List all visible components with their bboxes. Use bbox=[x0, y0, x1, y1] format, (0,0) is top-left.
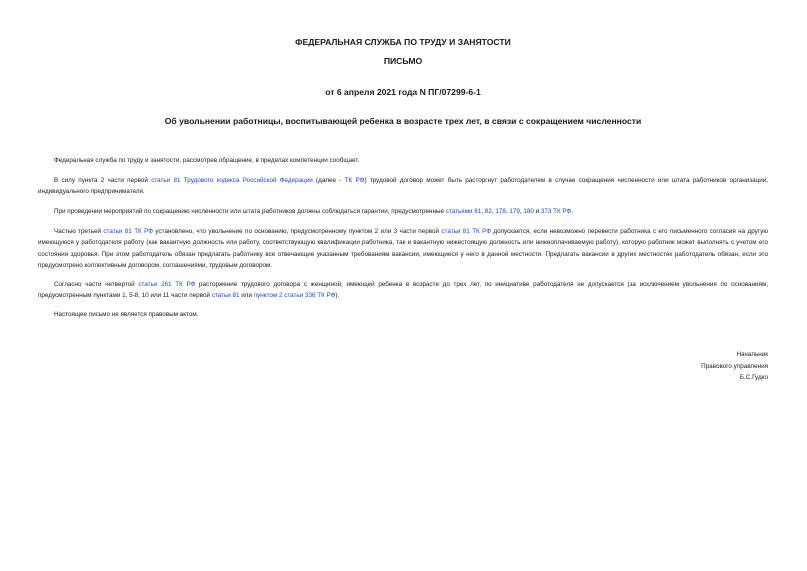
paragraph-6 bbox=[38, 309, 768, 320]
agency-title: ФЕДЕРАЛЬНАЯ СЛУЖБА ПО ТРУДУ И ЗАНЯТОСТИ bbox=[295, 37, 511, 47]
document-subject: Об увольнении работницы, воспитывающей ребенка в возрасте трех лет, в связи с сокращением численности bbox=[164, 116, 642, 126]
paragraph-1 bbox=[38, 155, 768, 166]
signatory-title-line1: Начальник bbox=[736, 351, 768, 358]
separator: , bbox=[519, 208, 524, 215]
paragraph-4-text-c: допускается, если невозможно перевести работника с его письменного согласия на другую имеющуюся у работодателя работу (как вакантную должность или работу, соответствующую квалификации работника, так и вакантную нижестоящую должность или нижеоплачиваемую работу), которую работник может выполнять с учетом его состояния здоровья. При этом работодатель обязан предлагать работнику все отвечающие указанным требованиям вакансии, имеющиеся у него в данной местности. Предлагать вакансии в других местностях работодатель обязан, если это предусмотрено коллективным договором, соглашениями, трудовым договором. bbox=[38, 228, 768, 269]
link-article-81-p5[interactable]: статьи 81 bbox=[211, 292, 240, 300]
link-article-179[interactable]: 179 bbox=[509, 208, 520, 215]
paragraph-4-text-a: Частью третьей bbox=[54, 228, 104, 235]
document-date-number: от 6 апреля 2021 года N ПГ/07299-6-1 bbox=[325, 87, 481, 97]
paragraph-3 bbox=[38, 206, 768, 217]
link-article-81-labor-code[interactable]: статьи 81 Трудового кодекса Российской Федерации bbox=[151, 177, 313, 184]
signatory-name: Б.С.Гудко bbox=[739, 374, 768, 381]
paragraph-4 bbox=[38, 226, 768, 271]
link-article-81-part3[interactable]: статьи 81 ТК РФ bbox=[103, 228, 154, 235]
link-article-178[interactable]: 178 bbox=[495, 208, 506, 215]
paragraph-2-text-b: (далее - bbox=[312, 177, 345, 184]
separator: ). bbox=[335, 292, 340, 300]
signatory-title-line2: Правового управления bbox=[701, 362, 768, 370]
paragraph-3-text-a: При проведении мероприятий по сокращению численности или штата работников должны соблюдаться гарантии, предусмотренные bbox=[54, 208, 446, 215]
separator: , bbox=[481, 208, 485, 215]
paragraph-5 bbox=[38, 279, 768, 302]
link-labor-code[interactable]: ТК РФ bbox=[344, 177, 365, 184]
document-type: ПИСЬМО bbox=[383, 56, 423, 66]
link-article-336-point2[interactable]: пунктом 2 статьи 336 ТК РФ bbox=[253, 292, 336, 300]
link-article-261[interactable]: статьи 261 ТК РФ bbox=[138, 281, 196, 288]
paragraph-5-text-b: расторжение трудового договора с женщиной, имеющей ребенка в возрасте до трех лет, по инициативе работодателя не допускается (за исключением увольнения по основаниям, предусмотренным пунктами 1, 5-8, 10 или 11 части первой bbox=[38, 281, 768, 300]
paragraph-2-text-c: ) трудовой договор может быть расторгнут работодателем в случае сокращения численности или штата работников организации, индивидуального предпринимателя. bbox=[38, 177, 769, 196]
link-article-81-part1[interactable]: статьи 81 ТК РФ bbox=[441, 228, 492, 235]
paragraph-4-text-b: установлено, что увольнение по основанию, предусмотренному пунктом 2 или 3 части первой bbox=[153, 228, 442, 235]
paragraph-2-text-a: В силу пункта 2 части первой bbox=[54, 177, 152, 184]
separator: , bbox=[491, 208, 496, 215]
paragraph-5-text-a: Согласно части четвертой bbox=[54, 281, 139, 288]
separator: и bbox=[533, 208, 541, 215]
separator: , bbox=[505, 208, 510, 215]
link-article-180[interactable]: 180 bbox=[523, 208, 534, 215]
paragraph-6-text: Настоящее письмо не является правовым актом. bbox=[54, 311, 199, 318]
link-article-81[interactable]: статьями 81 bbox=[445, 208, 482, 215]
paragraph-1-text: Федеральная служба по труду и занятости, рассмотрев обращение, в пределах компетенции сообщает. bbox=[54, 157, 360, 164]
paragraph-5-text-c: или bbox=[239, 292, 254, 300]
separator: . bbox=[571, 208, 574, 215]
signature-block bbox=[568, 349, 768, 384]
link-article-82[interactable]: 82 bbox=[484, 208, 492, 215]
link-article-373[interactable]: 373 ТК РФ bbox=[540, 208, 572, 215]
paragraph-2 bbox=[38, 175, 768, 198]
